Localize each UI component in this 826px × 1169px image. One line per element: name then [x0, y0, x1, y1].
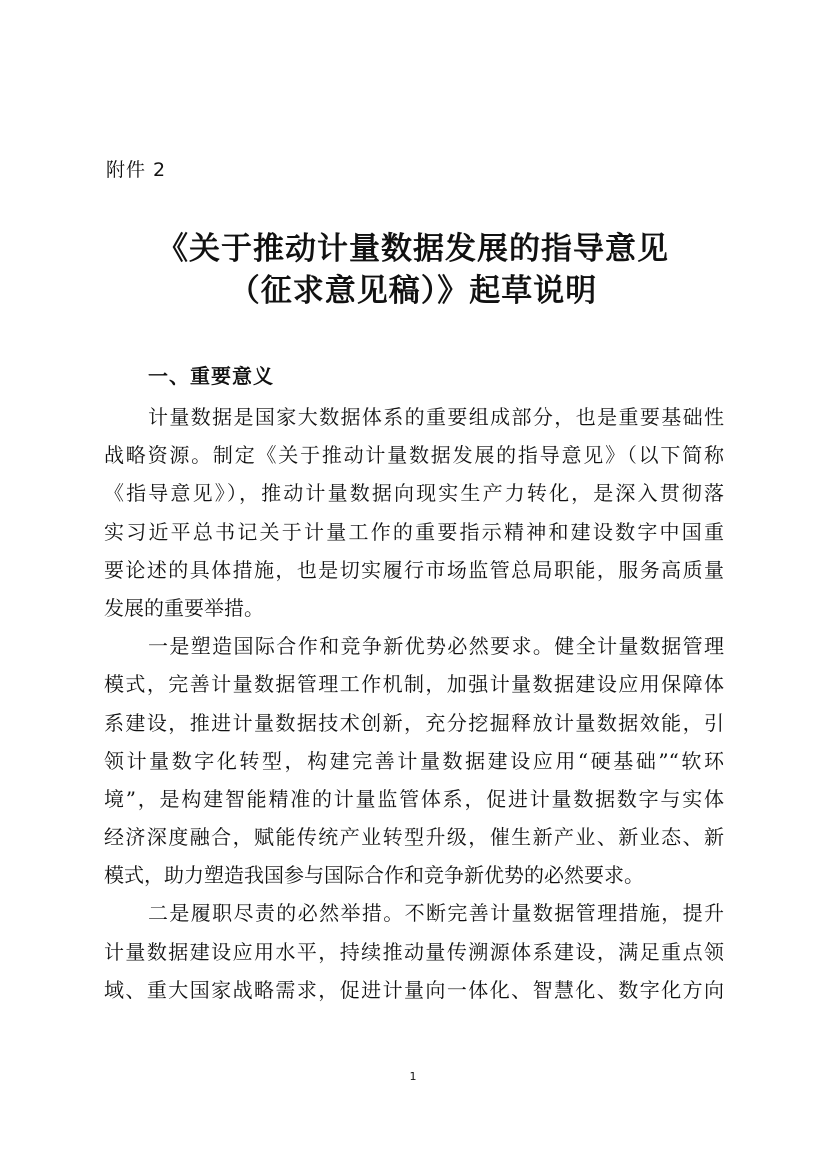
paragraph-line: 经济深度融合，赋能传统产业转型升级，催生新产业、新业态、新	[104, 825, 724, 850]
paragraph-line: 一是塑造国际合作和竞争新优势必然要求。健全计量数据管理	[148, 634, 724, 659]
body-text	[104, 398, 724, 1009]
paragraph-line: 境”，是构建智能精准的计量监管体系，促进计量数据数字与实体	[104, 786, 724, 811]
paragraph-line: 计量数据是国家大数据体系的重要组成部分，也是重要基础性	[148, 405, 724, 429]
paragraph-line: 领计量数字化转型，构建完善计量数据建设应用“硬基础”“软环	[104, 748, 724, 773]
paragraph-line: 战略资源。制定《关于推动计量数据发展的指导意见》（以下简称	[104, 443, 724, 468]
section-heading: 一、重要意义	[148, 364, 274, 388]
paragraph-line: 要论述的具体措施，也是切实履行市场监管总局职能，服务高质量	[104, 557, 724, 582]
paragraph-line: 《指导意见》），推动计量数据向现实生产力转化，是深入贯彻落	[104, 481, 724, 506]
paragraph-line: 模式，助力塑造我国参与国际合作和竞争新优势的必然要求。	[104, 863, 644, 888]
paragraph-line: 发展的重要举措。	[104, 595, 264, 620]
paragraph-line: 域、重大国家战略需求，促进计量向一体化、智慧化、数字化方向	[104, 977, 724, 1002]
page-number: 1	[409, 1070, 417, 1083]
paragraph-line: 二是履职尽责的必然举措。不断完善计量数据管理措施，提升	[148, 901, 724, 926]
attachment-label: 附件 2	[106, 159, 167, 181]
paragraph-line: 实习近平总书记关于计量工作的重要指示精神和建设数字中国重	[104, 519, 724, 544]
paragraph-line: 计量数据建设应用水平，持续推动量传溯源体系建设，满足重点领	[104, 939, 724, 964]
document-title-line-2: （征求意见稿）》起草说明	[228, 273, 598, 309]
paragraph-line: 系建设，推进计量数据技术创新，充分挖掘释放计量数据效能，引	[104, 710, 724, 735]
document-title-line-1: 《关于推动计量数据发展的指导意见	[157, 231, 669, 267]
paragraph-line: 模式，完善计量数据管理工作机制，加强计量数据建设应用保障体	[104, 672, 724, 697]
